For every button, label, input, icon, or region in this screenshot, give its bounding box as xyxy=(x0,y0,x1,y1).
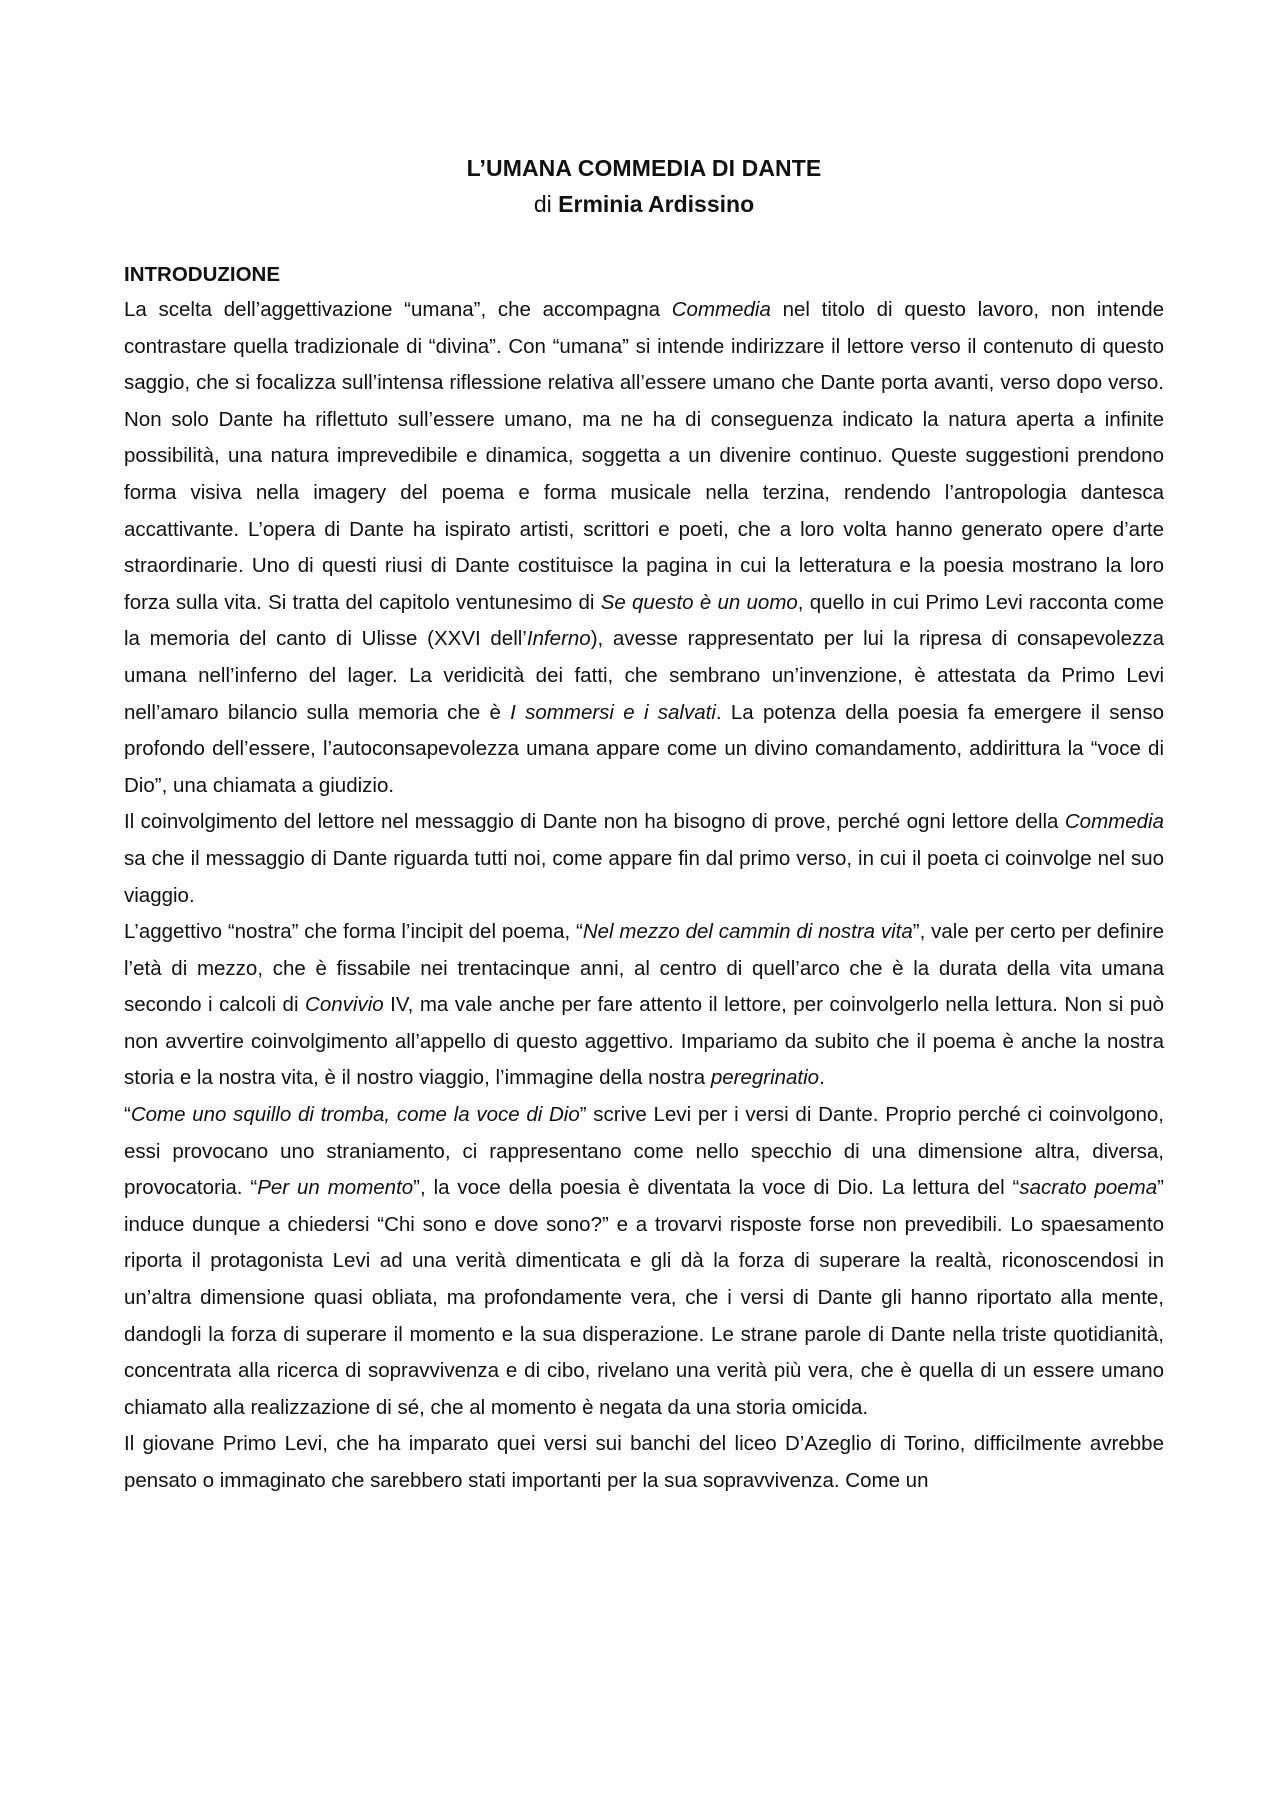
italic-text-run: Commedia xyxy=(1064,810,1164,834)
document-title: L’UMANA COMMEDIA DI DANTE xyxy=(466,155,822,181)
text-run: Il coinvolgimento del lettore nel messaggio di Dante non ha bisogno di prove, perché ogni lettore della xyxy=(124,810,1065,834)
italic-text-run: Inferno xyxy=(526,627,591,651)
text-run: “ xyxy=(124,1103,131,1127)
byline-prefix: di xyxy=(533,191,552,217)
italic-text-run: peregrinatio xyxy=(710,1066,820,1090)
text-run: ”, la voce della poesia è diventata la voce di Dio. La lettura del “ xyxy=(413,1176,1020,1200)
paragraph xyxy=(124,292,1164,804)
document-page xyxy=(124,150,1164,1500)
text-run: nel titolo di questo lavoro, non intende contrastare quella tradizionale di “divina”. Con “umana” si intende indirizzare il lettore verso il contenuto di questo saggio, che si focalizza sull’intensa riflessione relativa all’essere umano che Dante porta avanti, verso dopo verso. Non solo Dante ha riflettuto sull’essere umano, ma ne ha di conseguenza indicato la natura aperta a infinite possibilità, una natura imprevedibile e dinamica, soggetta a un divenire continuo. Queste suggestioni prendono forma visiva nella imagery del poema e forma musicale nella terzina, rendendo l’antropologia dantesca accattivante. L’opera di Dante ha ispirato artisti, scrittori e poeti, che a loro volta hanno generato opere d’arte straordinarie. Uno di questi riusi di Dante costituisce la pagina in cui la letteratura e la poesia mostrano la loro forza sulla vita. Si tratta del capitolo ventunesimo di xyxy=(124,298,1164,614)
section-heading: INTRODUZIONE xyxy=(124,263,281,286)
italic-text-run: Per un momento xyxy=(257,1176,414,1200)
text-run: . La potenza della poesia fa emergere il senso profondo dell’essere, l’autoconsapevolezza umana appare come un divino comandamento, addirittura la “voce di Dio”, una chiamata a giudizio. xyxy=(124,700,1164,797)
italic-text-run: Nel mezzo del cammin di nostra vita xyxy=(582,920,913,944)
paragraph xyxy=(124,1097,1164,1426)
text-run: ” induce dunque a chiedersi “Chi sono e dove sono?” e a trovarvi risposte forse non prevedibili. Lo spaesamento riporta il protagonista Levi ad una verità dimenticata e gli dà la forza di superare la realtà, riconoscendosi in un’altra dimensione quasi obliata, ma profondamente vera, che i versi di Dante gli hanno riportato alla mente, dandogli la forza di superare il momento e la sua disperazione. Le strane parole di Dante nella triste quotidianità, concentrata alla ricerca di sopravvivenza e di cibo, rivelano una verità più vera, che è quella di un essere umano chiamato alla realizzazione di sé, che al momento è negata da una storia omicida. xyxy=(124,1176,1164,1419)
text-run: ), avesse rappresentato per lui la ripresa di consapevolezza umana nell’inferno del lager. La veridicità dei fatti, che sembrano un’invenzione, è attestata da Primo Levi nell’amaro bilancio sulla memoria che è xyxy=(124,627,1164,724)
paragraph xyxy=(124,914,1164,1097)
italic-text-run: Convivio xyxy=(305,993,384,1017)
text-run: Il giovane Primo Levi, che ha imparato quei versi sui banchi del liceo D’Azeglio di Torino, difficilmente avrebbe pensato o immaginato che sarebbero stati importanti per la sua sopravvivenza. Come un xyxy=(124,1432,1164,1492)
paragraph xyxy=(124,1426,1164,1499)
text-run: sa che il messaggio di Dante riguarda tutti noi, come appare fin dal primo verso, in cui il poeta ci coinvolge nel suo viaggio. xyxy=(124,846,1164,907)
text-run: . xyxy=(819,1066,825,1090)
text-run: , quello in cui Primo Levi racconta come la memoria del canto di Ulisse (XXVI dell’ xyxy=(124,590,1164,651)
italic-text-run: I sommersi e i salvati xyxy=(510,700,716,724)
body-text xyxy=(124,292,1164,1500)
author-name: Erminia Ardissino xyxy=(558,191,755,217)
text-run: L’aggettivo “nostra” che forma l’incipit del poema, “ xyxy=(124,920,583,944)
byline xyxy=(124,186,1164,222)
italic-text-run: Come uno squillo di tromba, come la voce di Dio xyxy=(130,1103,580,1127)
italic-text-run: sacrato poema xyxy=(1019,1176,1158,1200)
paragraph xyxy=(124,804,1164,914)
text-run: La scelta dell’aggettivazione “umana”, che accompagna xyxy=(124,298,672,321)
title-block xyxy=(124,150,1164,222)
text-run: IV, ma vale anche per fare attento il lettore, per coinvolgerlo nella lettura. Non si può non avvertire coinvolgimento all’appello di questo aggettivo. Impariamo da subito che il poema è anche la nostra storia e la nostra vita, è il nostro viaggio, l’immagine della nostra xyxy=(124,993,1164,1090)
text-run: ”, vale per certo per definire l’età di mezzo, che è fissabile nei trentacinque anni, al centro di quell’arco che è la durata della vita umana secondo i calcoli di xyxy=(124,920,1165,1017)
text-run: ” scrive Levi per i versi di Dante. Proprio perché ci coinvolgono, essi provocano uno straniamento, ci rappresentano come nello specchio di una dimensione altra, diversa, provocatoria. “ xyxy=(124,1103,1164,1200)
italic-text-run: Se questo è un uomo xyxy=(600,590,798,614)
italic-text-run: Commedia xyxy=(671,298,771,321)
